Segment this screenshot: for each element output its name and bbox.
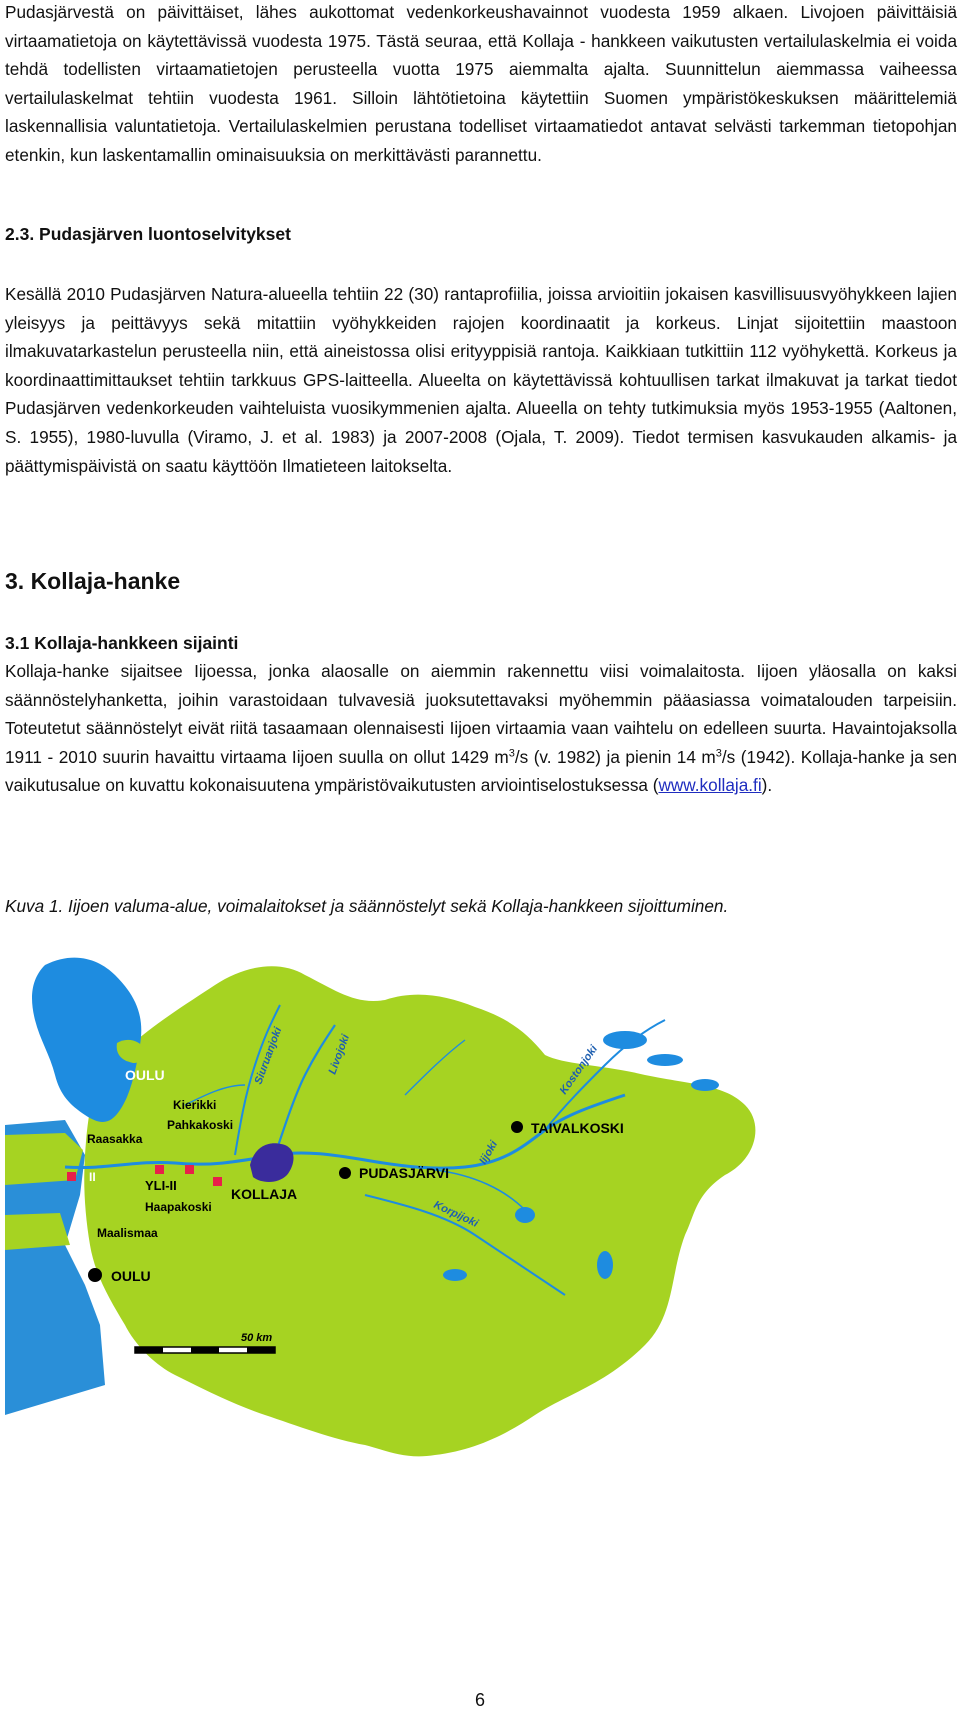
plant-pahkakoski <box>185 1165 194 1174</box>
label-siuruanjoki: Siuruanjoki <box>252 1025 285 1087</box>
lake-6 <box>443 1269 467 1281</box>
label-raasakka: Raasakka <box>87 1132 143 1146</box>
label-pudasjarvi: PUDASJÄRVI <box>359 1165 449 1181</box>
town-oulu <box>88 1268 102 1282</box>
plant-ii <box>67 1172 76 1181</box>
figure-caption: Kuva 1. Iijoen valuma-alue, voimalaitokset ja säännöstelyt sekä Kollaja-hankkeen sijoittuminen. <box>5 896 729 916</box>
paragraph-location-part-c: /s (1942). Kollaja-hanke ja sen vaikutusalue on kuvattu kokonaisuutena ympäristövaikutusten arviointiselostuksessa ( <box>5 746 957 796</box>
label-yli-ii: YLI-II <box>145 1178 177 1193</box>
label-iijoki: Iijoki <box>477 1138 501 1167</box>
plant-yli-ii <box>155 1165 164 1174</box>
label-kierikki: Kierikki <box>173 1098 217 1112</box>
lake-5 <box>597 1251 613 1279</box>
label-kollaja: KOLLAJA <box>231 1186 298 1202</box>
heading-2-3: 2.3. Pudasjärven luontoselvitykset <box>5 224 291 244</box>
scale-label: 50 km <box>241 1332 273 1344</box>
paragraph-location-part-b: /s (v. 1982) ja pienin 14 m <box>514 746 716 767</box>
catchment-map <box>5 945 765 1515</box>
lake-4 <box>515 1207 535 1223</box>
paragraph-nature-surveys: Kesällä 2010 Pudasjärven Natura-alueella tehtiin 22 (30) rantaprofiilia, joissa arvioitiin jokaisen kasvillisuusvyöhykkeen lajien yleisyys ja peittävyys sekä mitattiin vyöhykkeiden rajojen koordinaatit ja korkeus. Linjat sijoitettiin maastoon ilmakuvatarkastelun perusteella niin, että aineistossa olisi erityyppisiä rantoja. Kaikkiaan tutkittiin 112 vyöhykettä. Korkeus ja koordinaattimittaukset tehtiin tarkkuus GPS-laitteella. Alueelta on käytettävissä kohtuullisen tarkat ilmakuvat ja tarkat tiedot Pudasjärven vedenkorkeuden vaihteluista vuosikymmenien ajalta. Alueella on tehty tutkimuksia myös 1953-1955 (Aaltonen, S. 1955), 1980-luvulla (Viramo, J. et al. 1983) ja 2007-2008 (Ojala, T. 2009). Tiedot termisen kasvukauden alkamis- ja päättymispäivistä on saatu käyttöön Ilmatieteen laitokselta. <box>5 284 957 476</box>
label-maalismaa: Maalismaa <box>97 1226 158 1240</box>
label-ii: II <box>89 1170 96 1184</box>
label-kostonjoki: Kostonjoki <box>557 1043 601 1097</box>
label-korpijoki: Korpijoki <box>431 1198 481 1230</box>
heading-3: 3. Kollaja-hanke <box>5 568 181 594</box>
town-pudasjarvi <box>339 1167 351 1179</box>
map-svg <box>5 945 765 1515</box>
lake-2 <box>647 1054 683 1066</box>
lake-3 <box>691 1079 719 1091</box>
superscript-cubic: 3 <box>508 747 515 760</box>
label-livojoki: Livojoki <box>326 1032 353 1077</box>
label-pahkakoski: Pahkakoski <box>167 1118 234 1132</box>
paragraph-location-part-a: Kollaja-hanke sijaitsee Iijoessa, jonka alaosalle on aiemmin rakennettu viisi voimalaitosta. Iijoen yläosalla on kaksi säännöstelyhanketta, joihin varastoidaan tulvavesiä juoksutettavaksi myöhemmin pääasiassa voimatalouden tarpeisiin. Toteutetut säännöstelyt eivät riitä tasaamaan olennaisesti Iijoen virtaamia vaan vaihtelu on edelleen suurta. Havaintojaksolla 1911 - 2010 suurin havaittu virtaama Iijoen suulla on ollut 1429 m <box>5 661 957 767</box>
label-haapakoski: Haapakoski <box>145 1200 212 1214</box>
paragraph-location-part-d: ). <box>761 775 773 796</box>
label-oulu: OULU <box>111 1268 151 1284</box>
paragraph-location <box>5 657 957 800</box>
superscript-cubic-2: 3 <box>715 747 722 760</box>
label-taivalkoski: TAIVALKOSKI <box>531 1120 624 1136</box>
kollaja-website-link[interactable]: www.kollaja.fi <box>658 775 762 796</box>
label-oulu-inset: OULU <box>125 1067 165 1083</box>
heading-3-1: 3.1 Kollaja-hankkeen sijainti <box>5 633 239 653</box>
lake-1 <box>603 1031 647 1049</box>
coastal-land-2 <box>5 1213 70 1250</box>
town-taivalkoski <box>511 1121 523 1133</box>
paragraph-water-data: Pudasjärvestä on päivittäiset, lähes aukottomat vedenkorkeushavainnot vuodesta 1959 alkaen. Livojoen päivittäisiä virtaamatietoja on käytettävissä vuodesta 1975. Tästä seuraa, että Kollaja - hankkeen vaikutusten vertailulaskelmia ei voida tehdä todellisten virtaamatietojen perusteella vuotta 1975 aiemmalta ajalta. Suunnittelun aiemmassa vaiheessa vertailulaskelmat tehtiin vuodesta 1961. Silloin lähtötietoina käytettiin Suomen ympäristökeskuksen määrittelemiä laskennallisia valuntatietoja. Vertailulaskelmien perustana todelliset virtaamatiedot antavat selvästi tarkemman tietopohjan etenkin, kun laskentamallin ominaisuuksia on merkittävästi parannettu. <box>5 2 957 165</box>
plant-haapakoski <box>213 1177 222 1186</box>
page-number: 6 <box>475 1690 486 1710</box>
